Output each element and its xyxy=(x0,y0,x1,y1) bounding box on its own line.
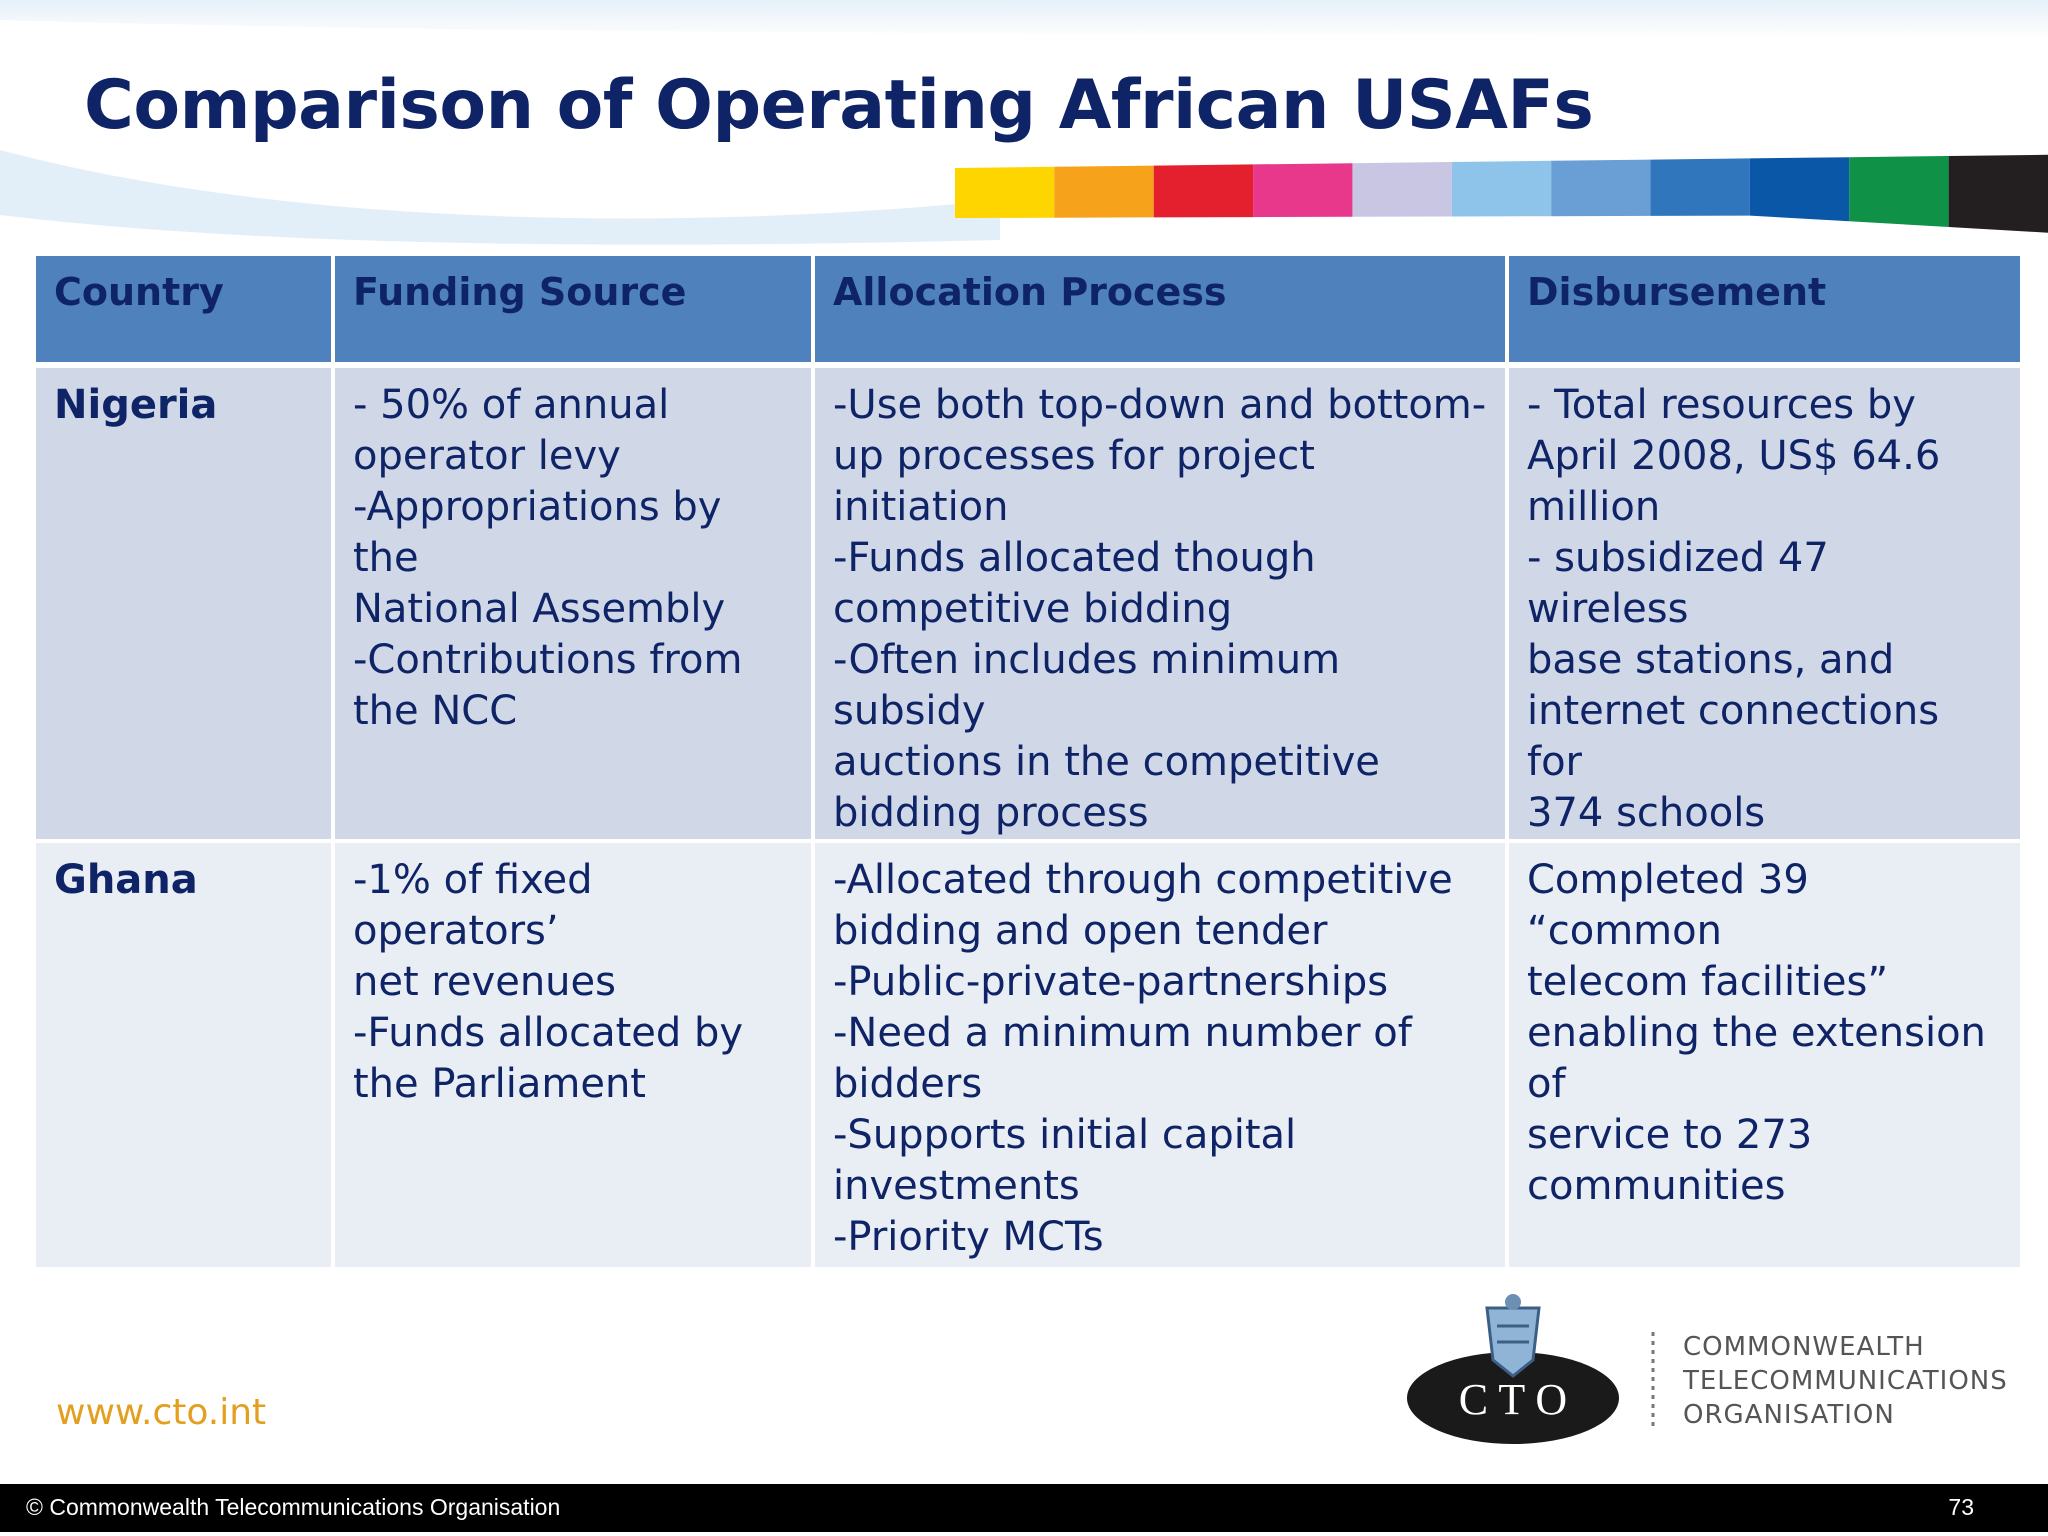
color-stripe-decoration xyxy=(955,152,2048,242)
disbursement-cell: Completed 39 “common telecom facilities” enabling the extension of service to 273 communities xyxy=(1509,843,2020,1267)
funding-cell: - 50% of annual operator levy -Appropriations by the National Assembly -Contributions from the NCC xyxy=(335,368,811,839)
stripe-segment xyxy=(1551,160,1650,217)
stripe-segment xyxy=(1750,157,1849,221)
stripe-segment xyxy=(1452,161,1551,217)
stripe-segment xyxy=(955,167,1054,218)
header-allocation-process: Allocation Process xyxy=(815,256,1505,362)
page-number: 73 xyxy=(1948,1494,1974,1520)
funding-cell: -1% of fixed operators’ net revenues -Funds allocated by the Parliament xyxy=(335,843,811,1267)
stripe-segment xyxy=(1154,164,1253,217)
header-funding-source: Funding Source xyxy=(335,256,811,362)
org-line: ORGANISATION xyxy=(1683,1400,1895,1430)
org-line: COMMONWEALTH xyxy=(1683,1332,1925,1362)
table-row xyxy=(36,368,2020,839)
stripe-segment xyxy=(1253,163,1352,217)
table-header-row xyxy=(36,256,2020,362)
cto-logo-letters: C T O xyxy=(1458,1375,1568,1424)
organisation-name xyxy=(1683,1330,2008,1432)
stripe-segment xyxy=(1054,166,1153,218)
stripe-segment xyxy=(1352,162,1451,217)
country-cell: Nigeria xyxy=(36,368,331,839)
header-country: Country xyxy=(36,256,331,362)
footer-bar xyxy=(0,1484,2048,1532)
stripe-segment xyxy=(1949,155,2048,233)
footer-copyright: © Commonwealth Telecommunications Organisation xyxy=(26,1494,561,1520)
slide-title: Comparison of Operating African USAFs xyxy=(84,66,1594,145)
usaf-comparison-table xyxy=(32,256,2024,1267)
website-link[interactable]: www.cto.int xyxy=(56,1392,267,1433)
stripe-segment xyxy=(1651,158,1750,216)
country-cell: Ghana xyxy=(36,843,331,1267)
disbursement-cell: - Total resources by April 2008, US$ 64.6 million - subsidized 47 wireless base stations, and internet connections for 374 schools xyxy=(1509,368,2020,839)
stripe-segment xyxy=(1849,156,1948,227)
table-row xyxy=(36,843,2020,1267)
allocation-cell: -Allocated through competitive bidding and open tender -Public-private-partnerships -Need a minimum number of bidders -Supports initial capital investments -Priority MCTs xyxy=(815,843,1505,1267)
allocation-cell: -Use both top-down and bottom- up processes for project initiation -Funds allocated though competitive bidding -Often includes minimum subsidy auctions in the competitive bidding process xyxy=(815,368,1505,839)
header-disbursement: Disbursement xyxy=(1509,256,2020,362)
org-line: TELECOMMUNICATIONS xyxy=(1683,1366,2008,1396)
